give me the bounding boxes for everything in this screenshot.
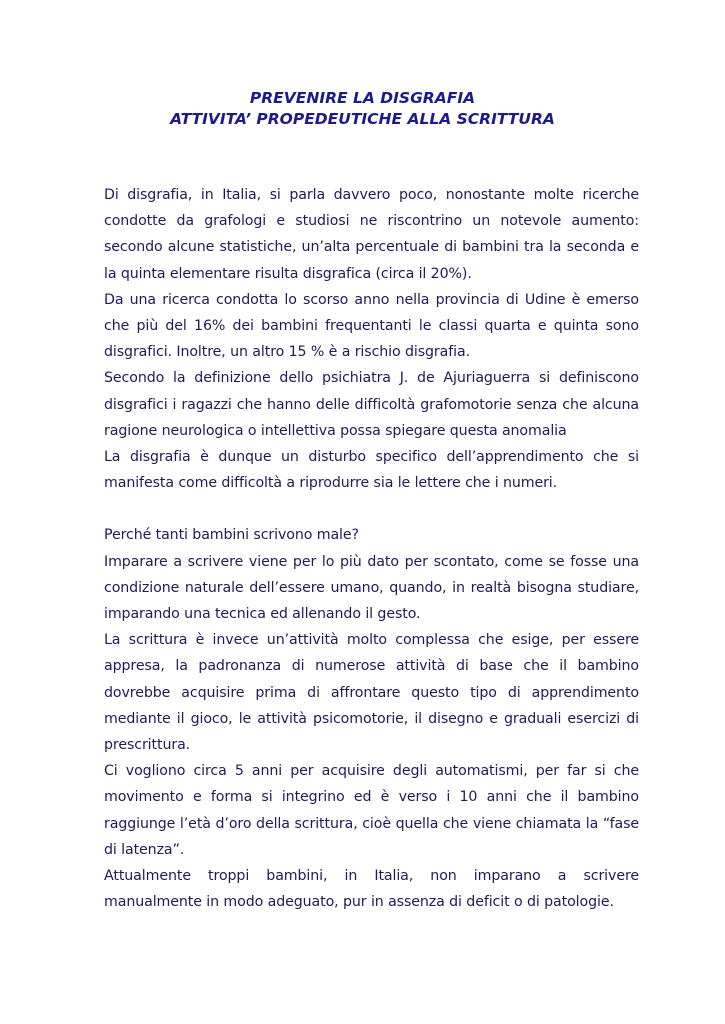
title-line-2: ATTIVITA’ PROPEDEUTICHE ALLA SCRITTURA xyxy=(170,110,555,128)
paragraph: Secondo la definizione dello psichiatra J. de Ajuriaguerra si definiscono disgrafici i ragazzi che hanno delle difficoltà grafomotorie senza che alcuna ragione neurologica o intellettiva possa spiegare questa anomalia xyxy=(104,370,639,439)
paragraph: La disgrafia è dunque un disturbo specifico dell’apprendimento che si manifesta come difficoltà a riprodurre sia le lettere che i numeri. xyxy=(104,449,639,492)
document-title xyxy=(0,88,725,130)
paragraph: Attualmente troppi bambini, in Italia, non imparano a scrivere manualmente in modo adeguato, pur in assenza di deficit o di patologie. xyxy=(104,868,639,911)
paragraph: Imparare a scrivere viene per lo più dato per scontato, come se fosse una condizione naturale dell’essere umano, quando, in realtà bisogna studiare, imparando una tecnica ed allenando il gesto. xyxy=(104,553,639,623)
section-question: Perché tanti bambini scrivono male? xyxy=(104,527,359,544)
title-line-1: PREVENIRE LA DISGRAFIA xyxy=(249,89,476,107)
paragraph: Da una ricerca condotta lo scorso anno nella provincia di Udine è emerso che più del 16% dei bambini frequentanti le classi quarta e quinta sono disgrafici. Inoltre, un altro 15 % è a rischio disgrafia. xyxy=(104,291,639,361)
paragraph-spacer xyxy=(104,496,639,522)
document-body xyxy=(104,182,639,915)
paragraph: Di disgrafia, in Italia, si parla davvero poco, nonostante molte ricerche condotte da grafologi e studiosi ne riscontrino un notevole aumento: secondo alcune statistiche, un’alta percentuale di bambini tra la seconda e la quinta elementare risulta disgrafica (circa il 20%). xyxy=(104,187,639,282)
paragraph: Ci vogliono circa 5 anni per acquisire degli automatismi, per far si che movimento e forma si integrino ed è verso i 10 anni che il bambino raggiunge l’età d’oro della scrittura, cioè quella che viene chiamata la “fase di latenza”. xyxy=(104,763,639,858)
paragraph: La scrittura è invece un’attività molto complessa che esige, per essere appresa, la padronanza di numerose attività di base che il bambino dovrebbe acquisire prima di affrontare questo tipo di apprendimento mediante il gioco, le attività psicomotorie, il disegno e graduali esercizi di prescrittura. xyxy=(104,632,639,754)
